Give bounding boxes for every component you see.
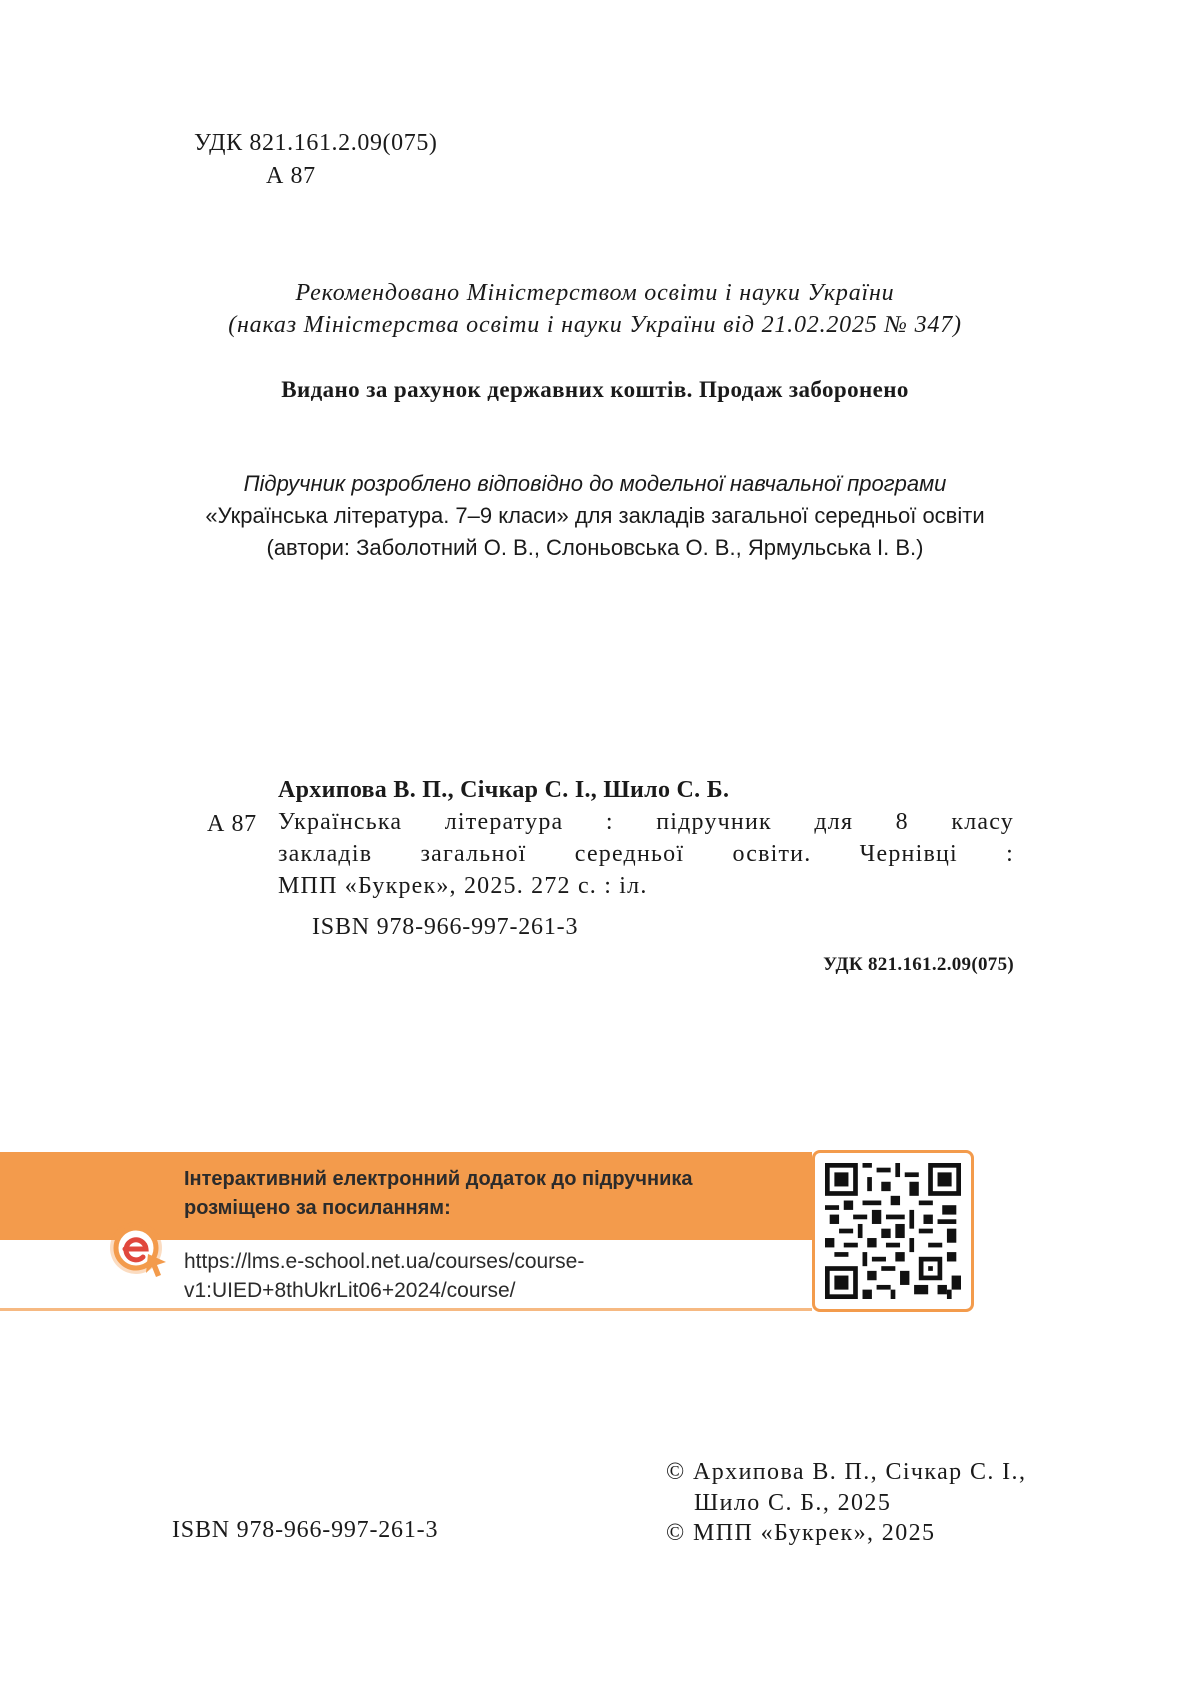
qr-code-icon[interactable] <box>825 1163 961 1299</box>
banner-title-line-1: Інтерактивний електронний додаток до підручника <box>184 1168 693 1190</box>
bibliography-isbn: ISBN 978-966-997-261-3 <box>312 914 579 940</box>
program-line-3: (автори: Заболотний О. В., Слоньовська О. В., Ярмульська І. В.) <box>266 535 924 560</box>
recommendation-line-1: Рекомендовано Міністерством освіти і науки України <box>295 280 895 306</box>
banner-title-line-2: розміщено за посиланням: <box>184 1197 451 1219</box>
udk-code-top: УДК 821.161.2.09(075) <box>194 130 438 156</box>
bibliography-line-1: Українська література : підручник для 8 класу <box>278 809 1014 835</box>
bibliography-udk: УДК 821.161.2.09(075) <box>823 954 1014 975</box>
footer-isbn: ISBN 978-966-997-261-3 <box>172 1517 439 1543</box>
copyright-line-1: © Архипова В. П., Січкар С. І., <box>666 1459 1027 1485</box>
author-sign-top: А 87 <box>266 163 316 189</box>
bibliography-author-sign: А 87 <box>207 811 257 837</box>
bibliography-authors: Архипова В. П., Січкар С. І., Шило С. Б. <box>278 777 730 803</box>
supplement-link-line-1[interactable]: https://lms.e-school.net.ua/courses/course- <box>184 1250 585 1273</box>
copyright-line-3: © МПП «Букрек», 2025 <box>666 1520 936 1546</box>
qr-code-frame <box>812 1150 974 1312</box>
e-school-logo-icon <box>108 1218 172 1287</box>
program-line-2: «Українська література. 7–9 класи» для закладів загальної середньої освіти <box>205 503 985 528</box>
supplement-link-line-2[interactable]: v1:UIED+8thUkrLit06+2024/course/ <box>184 1279 516 1302</box>
banner-divider <box>0 1308 812 1311</box>
recommendation-line-2: (наказ Міністерства освіти і науки України від 21.02.2025 № 347) <box>228 312 962 338</box>
bibliography-line-3: МПП «Букрек», 2025. 272 с. : іл. <box>278 873 648 899</box>
free-distribution-notice: Видано за рахунок державних коштів. Продаж заборонено <box>281 377 909 402</box>
bibliography-line-2: закладів загальної середньої освіти. Чернівці : <box>278 841 1014 867</box>
program-line-1: Підручник розроблено відповідно до модельної навчальної програми <box>243 471 947 496</box>
copyright-line-2: Шило С. Б., 2025 <box>694 1490 892 1516</box>
